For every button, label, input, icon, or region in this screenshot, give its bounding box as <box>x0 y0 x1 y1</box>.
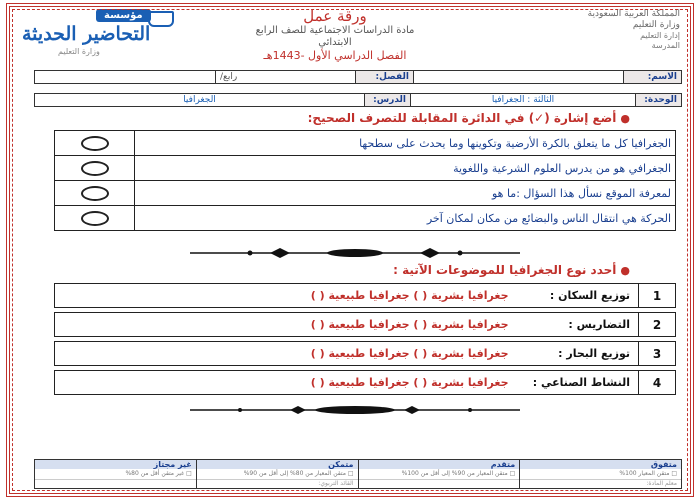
q1-statement: الحركة هي انتقال الناس والبضائع من مكان لمكان آخر <box>135 206 676 231</box>
publisher-logo <box>18 9 178 59</box>
level-title: متفوق <box>520 460 681 469</box>
level-excellent <box>519 460 681 488</box>
title-block <box>220 7 450 63</box>
bullet-icon: ● <box>620 264 630 277</box>
level-note <box>359 479 520 488</box>
q1-statement: الجغرافيا كل ما يتعلق بالكرة الأرضية وتكوينها وما يحدث على سطحها <box>135 131 676 156</box>
section-divider <box>190 247 520 259</box>
class-extra-field[interactable] <box>35 71 215 83</box>
answer-circle[interactable] <box>55 206 135 231</box>
level-note <box>35 479 196 488</box>
lesson-info-bar <box>34 93 682 107</box>
q2-options[interactable]: جغرافيا بشرية ( ) جغرافيا طبيعية ( ) <box>310 347 509 360</box>
level-note: معلم المادة: <box>520 479 681 488</box>
q2-row-body <box>54 341 638 366</box>
q2-heading <box>393 263 630 277</box>
table-row <box>55 131 676 156</box>
q1-table <box>54 130 676 231</box>
level-title: متمكن <box>197 460 358 469</box>
worksheet-frame <box>6 3 694 497</box>
table-row <box>54 312 676 337</box>
row-number: 2 <box>638 312 676 337</box>
q1-statement: لمعرفة الموقع نسأل هذا السؤال :ما هو <box>135 181 676 206</box>
table-row <box>55 181 676 206</box>
subject-line: مادة الدراسات الاجتماعية للصف الرابع <box>255 25 415 36</box>
student-info-bar <box>34 70 682 84</box>
school-label: المدرسة <box>651 41 680 50</box>
stage-line: الابتدائي <box>318 37 352 48</box>
circle-icon[interactable] <box>81 136 109 151</box>
q2-options[interactable]: جغرافيا بشرية ( ) جغرافيا طبيعية ( ) <box>310 289 509 302</box>
level-title: غير مجتاز <box>35 460 196 469</box>
table-row <box>55 156 676 181</box>
row-number: 3 <box>638 341 676 366</box>
term-line: الفصل الدراسي الأول -1443هـ <box>263 49 407 62</box>
q2-subject: توزيع البحار : <box>558 347 630 360</box>
logo-badge: مؤسسة <box>96 9 151 22</box>
answer-circle[interactable] <box>55 181 135 206</box>
level-title: متقدم <box>359 460 520 469</box>
q2-heading-text: أحدد نوع الجغرافيا للموضوعات الآتية : <box>393 263 617 277</box>
name-field[interactable] <box>413 71 623 83</box>
level-proficient <box>196 460 358 488</box>
class-field[interactable]: رابع/ <box>215 71 355 83</box>
q1-heading-text: أضع إشارة (✓) في الدائرة المقابلة للتصرف الصحيح: <box>307 111 617 125</box>
header <box>10 7 690 69</box>
table-row <box>54 341 676 366</box>
q2-options[interactable]: جغرافيا بشرية ( ) جغرافيا طبيعية ( ) <box>310 318 509 331</box>
table-row <box>54 283 676 308</box>
table-row <box>55 206 676 231</box>
ministry-block <box>520 9 680 51</box>
level-note: القائد التربوي: <box>197 479 358 488</box>
q1-statement: الجغرافي هو من يدرس العلوم الشرعية واللغوية <box>135 156 676 181</box>
q2-subject: توزيع السكان : <box>549 289 630 302</box>
q2-row-body <box>54 312 638 337</box>
logo-subtitle: وزارة التعليم <box>58 47 100 56</box>
q2-row-body <box>54 283 638 308</box>
q2-subject: النشاط الصناعي : <box>532 376 630 389</box>
q2-subject: التضاريس : <box>568 318 630 331</box>
circle-icon[interactable] <box>81 211 109 226</box>
answer-circle[interactable] <box>55 131 135 156</box>
cart-icon <box>148 11 174 27</box>
logo-name: التحاضير الحديثة <box>22 23 151 45</box>
level-desc[interactable]: □ متقن المعيار من 90% إلى أقل من 100% <box>401 470 516 477</box>
level-advanced <box>358 460 520 488</box>
row-number: 1 <box>638 283 676 308</box>
level-desc[interactable]: □ متقن المعيار 100% <box>619 470 677 477</box>
unit-label: الوحدة: <box>635 94 681 106</box>
table-row <box>54 370 676 395</box>
q2-table <box>54 279 676 399</box>
crest-line-1: المملكة العربية السعودية <box>587 9 680 19</box>
unit-value: الثالثة : الجغرافيا <box>410 94 635 106</box>
name-label: الاسم: <box>623 71 681 83</box>
crest-line-2: وزارة التعليم <box>632 20 680 30</box>
q2-row-body <box>54 370 638 395</box>
class-label: الفصل: <box>355 71 413 83</box>
page-title: ورقة عمل <box>303 7 367 25</box>
circle-icon[interactable] <box>81 186 109 201</box>
level-not-passed <box>35 460 196 488</box>
level-desc[interactable]: □ متقن المعيار من 80% إلى أقل من 90% <box>243 470 354 477</box>
bullet-icon: ● <box>620 112 630 125</box>
assessment-footer <box>34 459 682 489</box>
level-desc[interactable]: □ غير متقن أقل من 80% <box>125 470 192 477</box>
answer-circle[interactable] <box>55 156 135 181</box>
section-divider <box>190 404 520 416</box>
row-number: 4 <box>638 370 676 395</box>
q1-heading <box>308 111 630 125</box>
lesson-value: الجغرافيا <box>183 95 216 105</box>
education-admin: إدارة التعليم <box>640 31 680 40</box>
q2-options[interactable]: جغرافيا بشرية ( ) جغرافيا طبيعية ( ) <box>310 376 509 389</box>
lesson-label: الدرس: <box>364 94 410 106</box>
circle-icon[interactable] <box>81 161 109 176</box>
